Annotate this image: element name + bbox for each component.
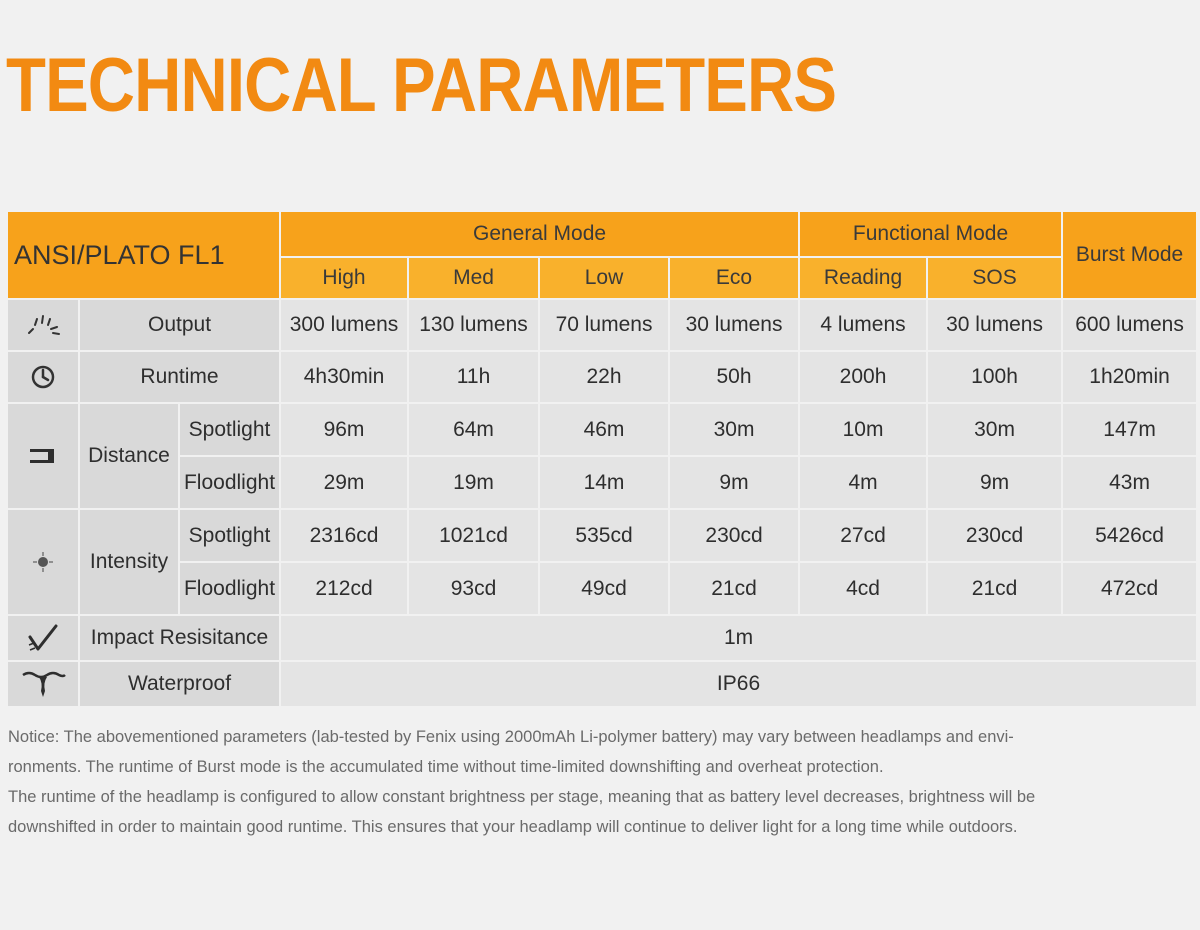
- table-cell: 27cd: [799, 509, 927, 562]
- table-cell: 230cd: [927, 509, 1062, 562]
- mode-header-low: Low: [539, 257, 669, 299]
- table-cell: 4cd: [799, 562, 927, 615]
- table-cell: 30m: [669, 403, 799, 456]
- row-label-distance: Distance: [79, 403, 179, 509]
- table-cell: 9m: [927, 456, 1062, 509]
- table-cell: 2316cd: [280, 509, 408, 562]
- mode-header-reading: Reading: [799, 257, 927, 299]
- row-label-impact: Impact Resisitance: [79, 615, 280, 661]
- table-cell: 9m: [669, 456, 799, 509]
- clock-icon: [7, 351, 79, 403]
- group-burst-mode: Burst Mode: [1062, 211, 1197, 299]
- light-rays-icon: [7, 299, 79, 351]
- table-row-waterproof: [7, 661, 1197, 707]
- table-cell: 29m: [280, 456, 408, 509]
- table-cell: 147m: [1062, 403, 1197, 456]
- table-cell: 30 lumens: [669, 299, 799, 351]
- group-functional-mode: Functional Mode: [799, 211, 1062, 257]
- table-cell: 49cd: [539, 562, 669, 615]
- row-label-output: Output: [79, 299, 280, 351]
- table-row-intensity-flood: [7, 562, 1197, 615]
- table-cell: 1h20min: [1062, 351, 1197, 403]
- notice-line: downshifted in order to maintain good runtime. This ensures that your headlamp will continue to deliver light for a long time while outdoors.: [8, 818, 1018, 836]
- row-label-runtime: Runtime: [79, 351, 280, 403]
- intensity-icon: [7, 509, 79, 615]
- notice-line: The runtime of the headlamp is configured to allow constant brightness per stage, meaning that as battery level decreases, brightness will be: [8, 788, 1036, 806]
- table-cell: 1021cd: [408, 509, 539, 562]
- table-row-distance-flood: [7, 456, 1197, 509]
- sub-label-floodlight: Floodlight: [179, 456, 280, 509]
- table-cell: 300 lumens: [280, 299, 408, 351]
- table-cell: 4h30min: [280, 351, 408, 403]
- table-cell: 93cd: [408, 562, 539, 615]
- table-corner-label: ANSI/PLATO FL1: [7, 211, 280, 299]
- table-cell: 472cd: [1062, 562, 1197, 615]
- impact-icon: [7, 615, 79, 661]
- table-cell: 43m: [1062, 456, 1197, 509]
- table-cell: 11h: [408, 351, 539, 403]
- table-row-runtime: [7, 351, 1197, 403]
- table-cell: 30 lumens: [927, 299, 1062, 351]
- row-label-intensity: Intensity: [79, 509, 179, 615]
- table-cell: 230cd: [669, 509, 799, 562]
- row-label-waterproof: Waterproof: [79, 661, 280, 707]
- page-title: TECHNICAL PARAMETERS: [6, 43, 837, 128]
- mode-header-med: Med: [408, 257, 539, 299]
- mode-header-eco: Eco: [669, 257, 799, 299]
- table-cell: 22h: [539, 351, 669, 403]
- table-cell: 30m: [927, 403, 1062, 456]
- waterproof-icon: [7, 661, 79, 707]
- sub-label-spotlight: Spotlight: [179, 403, 280, 456]
- table-cell: 200h: [799, 351, 927, 403]
- table-cell: 100h: [927, 351, 1062, 403]
- table-cell: 10m: [799, 403, 927, 456]
- table-row-output: [7, 299, 1197, 351]
- table-row-intensity-spot: [7, 509, 1197, 562]
- table-row-distance-spot: [7, 403, 1197, 456]
- table-cell: 64m: [408, 403, 539, 456]
- mode-header-sos: SOS: [927, 257, 1062, 299]
- parameters-table: [6, 210, 1198, 708]
- table-cell: 4m: [799, 456, 927, 509]
- table-cell: 212cd: [280, 562, 408, 615]
- table-cell: 5426cd: [1062, 509, 1197, 562]
- table-cell: 4 lumens: [799, 299, 927, 351]
- notice-line: Notice: The abovementioned parameters (lab-tested by Fenix using 2000mAh Li-polymer battery) may vary between headlamps and envi-: [8, 728, 1014, 746]
- table-cell: 21cd: [927, 562, 1062, 615]
- table-cell: 70 lumens: [539, 299, 669, 351]
- table-cell: 96m: [280, 403, 408, 456]
- table-cell: 50h: [669, 351, 799, 403]
- table-cell: 46m: [539, 403, 669, 456]
- table-cell: 1m: [280, 615, 1197, 661]
- table-row-impact: [7, 615, 1197, 661]
- sub-label-floodlight: Floodlight: [179, 562, 280, 615]
- notice-line: ronments. The runtime of Burst mode is the accumulated time without time-limited downshifting and overheat protection.: [8, 758, 884, 776]
- mode-header-high: High: [280, 257, 408, 299]
- table-cell: 535cd: [539, 509, 669, 562]
- sub-label-spotlight: Spotlight: [179, 509, 280, 562]
- table-cell: 130 lumens: [408, 299, 539, 351]
- table-cell: 14m: [539, 456, 669, 509]
- group-general-mode: General Mode: [280, 211, 799, 257]
- table-cell: 19m: [408, 456, 539, 509]
- table-cell: 21cd: [669, 562, 799, 615]
- table-cell: 600 lumens: [1062, 299, 1197, 351]
- notice-text: [8, 722, 1194, 842]
- table-cell: IP66: [280, 661, 1197, 707]
- beam-icon: [7, 403, 79, 509]
